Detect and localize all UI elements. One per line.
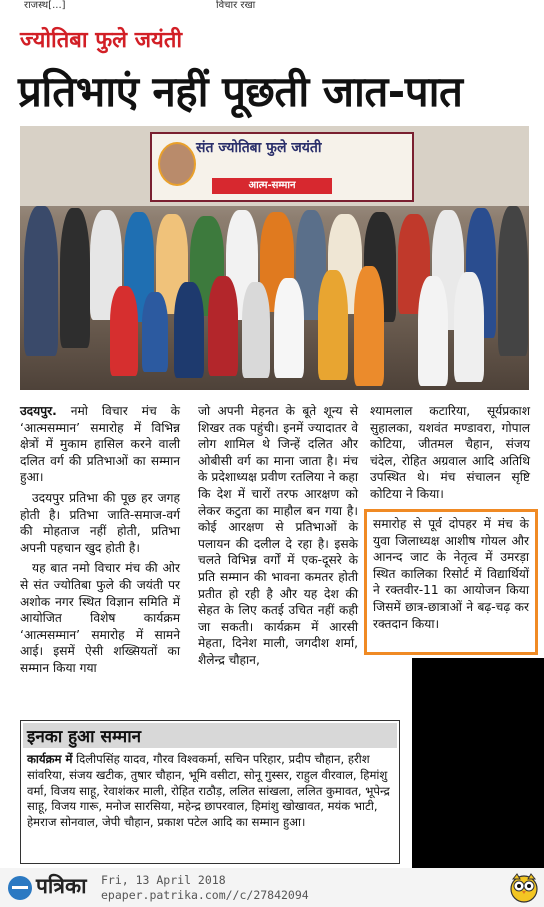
honor-box bbox=[20, 720, 400, 864]
cropped-text-center: विचार रखा bbox=[216, 0, 256, 11]
event-banner bbox=[150, 132, 414, 202]
honor-box-title: इनका हुआ सम्मान bbox=[23, 723, 397, 748]
honor-names: दिलीपसिंह यादव, गौरव विश्वकर्मा, सचिन परिहार, प्रदीप चौहान, हरीश सांवरिया, संजय खटीक, तुषार चौहान, भूमि वसीटा, सोनू गुस्सर, राहुल वीरवाल, हिमांशु वर्मा, विजय साहू, रेवाशंकर माली, रोहित राठौड़, ललित सांखला, ललित कुमावत, भूपेन्द्र साहू, विजय गारू, मनोज सारसिया, महेन्द्र छापरवाल, हिमांशु खोखावत, मयंक भाटी, हेमराज सोनवाल, जेपी चौहान, प्रकाश पटेल आदि का सम्मान हुआ। bbox=[27, 752, 390, 830]
honor-box-text bbox=[27, 752, 393, 831]
article-col1-p3: यह बात नमो विचार मंच की ओर से संत ज्योतिबा फुले की जयंती पर अशोक नगर स्थित विज्ञान समिति में आयोजित विशेष कार्यक्रम ‘आत्मसम्मान’ समारोह में सामने आई। इसमें ऐसी शख्सियतों का सम्मान किया गया bbox=[20, 561, 180, 675]
headline: प्रतिभाएं नहीं पूछती जात-पात bbox=[18, 67, 463, 116]
epaper-footer bbox=[0, 868, 544, 907]
article-col2-p1: जो अपनी मेहनत के बूते शून्य से शिखर तक पहुंची। इनमें ज्यादातर वे लोग शामिल थे जिन्हें दलित और ओबीसी वर्ग का माना जाता है। मंच के प्रदेशाध्यक्ष प्रवीण रतलिया ने कहा कि देश में चारों तरफ आरक्षण को लेकर कटुता का माहौल बन गया है। कोई आरक्षण से प्रतिभाओं के पलायन की दलील दे रहा है। इसके चलते विभिन्न वर्गों में एक-दूसरे के प्रति सम्मान की भावना कमतर होती प्रतीत हो रही है और यह देश की सेहत के लिए कतई उचित नहीं कही जा सकती। कार्यक्रम में आरसी मेहता, दिनेश माली, जगदीश शर्मा, शैलेन्द्र चौहान, bbox=[198, 404, 358, 667]
patrika-logo-icon[interactable] bbox=[8, 876, 32, 900]
cropped-top-strip bbox=[0, 0, 544, 12]
footer-meta bbox=[101, 873, 309, 903]
group-of-people bbox=[20, 216, 529, 390]
footer-date: Fri, 13 April 2018 bbox=[101, 873, 226, 887]
article-col1-p2: उदयपुर प्रतिभा की पूछ हर जगह होती है। प्रतिभा जाति-समाज-वर्ग की मोहताज नहीं होती, प्रतिभा अपनी पहचान खुद होती है। bbox=[20, 490, 180, 555]
cropped-text-left: राजस्थ[...] bbox=[24, 0, 66, 11]
section-kicker: ज्योतिबा फुले जयंती bbox=[20, 28, 183, 53]
article-column-3 bbox=[370, 403, 530, 507]
owl-mascot-icon bbox=[509, 871, 539, 903]
article-col3-p1: श्यामलाल कटारिया, सूर्यप्रकाश सुहालका, यशवंत मण्डावरा, गोपाल कोटिया, जीतमल चैहान, संजय चंदेल, रोहित अग्रवाल आदि अतिथि उपस्थित थे। मंच संचालन सृष्टि कोटिया ने किया। bbox=[370, 404, 530, 501]
article-column-2 bbox=[198, 403, 358, 673]
article-col1-p1: नमो विचार मंच के ‘आत्मसम्मान’ समारोह में विभिन्न क्षेत्रों में मुकाम हासिल करने वाली दलित वर्ग की प्रतिभाओं का सम्मान हुआ। bbox=[20, 404, 180, 485]
excerpt-text: समारोह से पूर्व दोपहर में मंच के युवा जिलाध्यक्ष आशीष गोयल और आनन्द जाट के नेतृत्व में उमरड़ा स्थित कालिका रिसोर्ट में विद्यार्थियों ने रक्तवीर-11 का आयोजन किया जिसमें छात्र-छात्राओं ने बढ़-चढ़ कर रक्तदान किया। bbox=[373, 517, 529, 631]
black-panel bbox=[412, 658, 544, 868]
brand-name[interactable]: पत्रिका bbox=[36, 874, 87, 898]
banner-subtitle: आत्म-सम्मान bbox=[212, 178, 332, 194]
footer-url[interactable]: epaper.patrika.com//c/27842094 bbox=[101, 888, 309, 902]
highlighted-excerpt bbox=[364, 509, 538, 655]
portrait-icon bbox=[158, 142, 196, 186]
news-photo bbox=[20, 126, 529, 390]
dateline: उदयपुर. bbox=[20, 404, 57, 418]
banner-title: संत ज्योतिबा फुले जयंती bbox=[196, 140, 322, 156]
article-column-1 bbox=[20, 403, 180, 681]
honor-lead: कार्यक्रम में bbox=[27, 752, 73, 766]
